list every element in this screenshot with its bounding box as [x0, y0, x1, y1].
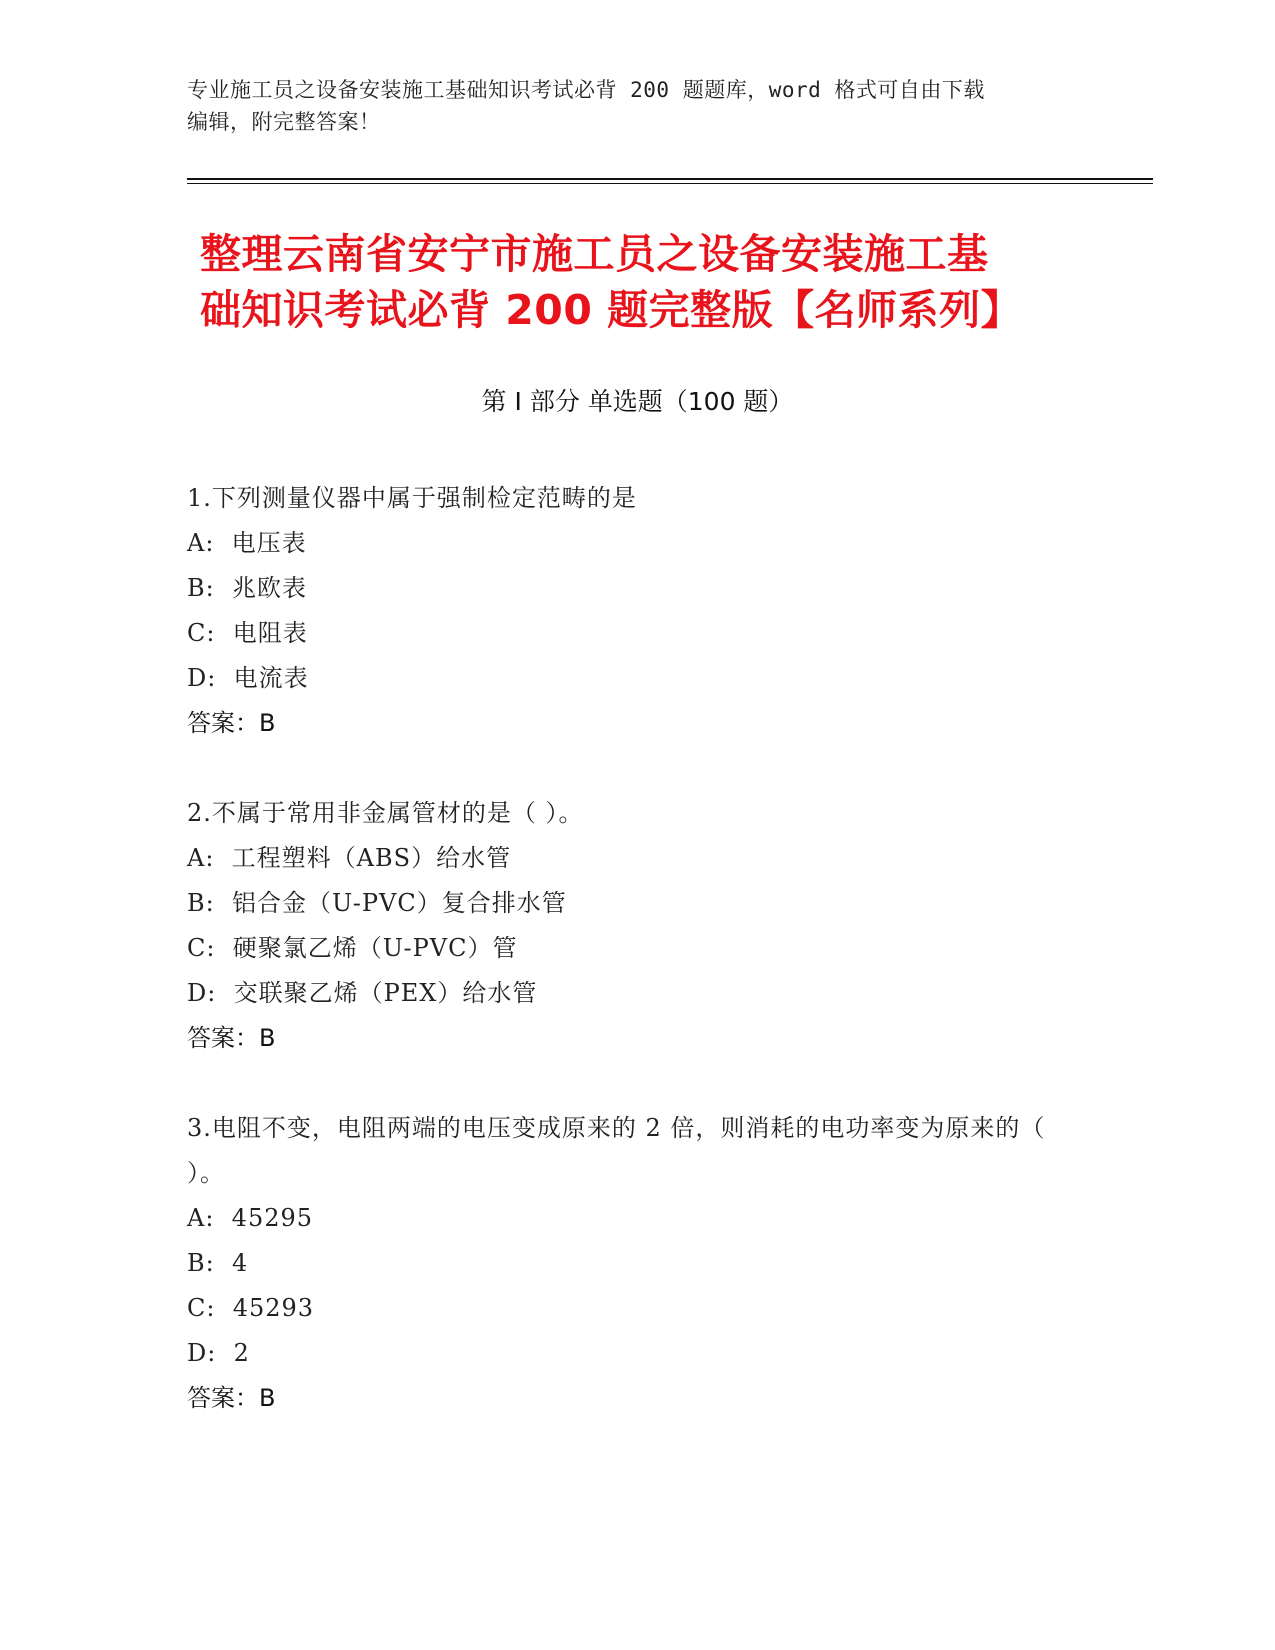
- answer-line: 答案：B: [187, 1384, 276, 1412]
- option-a: A: 工程塑料（ABS）给水管: [187, 844, 512, 872]
- header-note-line2: 编辑，附完整答案！: [187, 110, 381, 134]
- option-b: B: 4: [187, 1249, 249, 1277]
- option-d: D: 2: [187, 1339, 250, 1367]
- option-a: A: 45295: [187, 1204, 314, 1232]
- header-note-line1: 专业施工员之设备安装施工基础知识考试必背 200 题题库，word 格式可自由下载: [187, 78, 985, 102]
- question-item: [187, 476, 1087, 746]
- option-c: C: 45293: [187, 1294, 315, 1322]
- header-divider-thick: [187, 178, 1153, 180]
- header-divider-thin: [187, 183, 1153, 184]
- document-title-line2: 础知识考试必背 200 题完整版【名师系列】: [200, 286, 1023, 334]
- document-title-line1: 整理云南省安宁市施工员之设备安装施工基: [200, 230, 989, 278]
- option-c: C: 电阻表: [187, 619, 308, 647]
- option-d: D: 交联聚乙烯（PEX）给水管: [187, 979, 538, 1007]
- question-item: [187, 1106, 1087, 1421]
- option-b: B: 兆欧表: [187, 574, 307, 602]
- answer-line: 答案：B: [187, 1024, 276, 1052]
- header-note: [187, 74, 1087, 138]
- question-list: [187, 476, 1087, 1466]
- document-title: [200, 226, 1100, 338]
- option-d: D: 电流表: [187, 664, 309, 692]
- answer-line: 答案：B: [187, 709, 276, 737]
- question-stem: 2.不属于常用非金属管材的是（ ）。: [187, 799, 584, 827]
- question-item: [187, 791, 1087, 1061]
- question-stem: 1.下列测量仪器中属于强制检定范畴的是: [187, 484, 637, 512]
- question-stem: 3.电阻不变，电阻两端的电压变成原来的 2 倍，则消耗的电功率变为原来的（ ）。: [187, 1114, 1055, 1187]
- option-b: B: 铝合金（U-PVC）复合排水管: [187, 889, 567, 917]
- option-a: A: 电压表: [187, 529, 307, 557]
- section-heading: 第 I 部分 单选题（100 题）: [481, 387, 794, 416]
- option-c: C: 硬聚氯乙烯（U-PVC）管: [187, 934, 518, 962]
